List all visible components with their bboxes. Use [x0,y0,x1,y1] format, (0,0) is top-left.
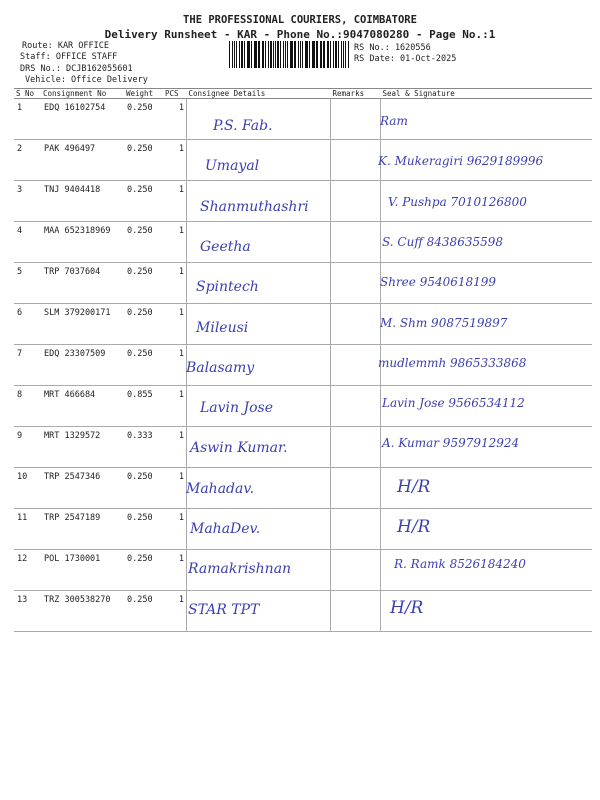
barcode-bar [341,41,342,68]
consignment-number: MRT 1329572 [41,427,124,468]
signature-handwritten: mudlemmh 9865333868 [378,355,527,370]
row-sno: 8 [14,386,41,427]
barcode-bar [298,41,299,68]
barcode-bar [239,41,240,68]
barcode-bar [328,41,329,68]
remarks-cell [331,222,381,263]
row-sno: 9 [14,427,41,468]
vehicle-label: Vehicle: Office Delivery [25,75,148,85]
barcode-bar [280,41,281,68]
consignee-handwritten: Balasamy [186,359,255,376]
col-remarks: Remarks [331,89,381,99]
barcode-bar [327,41,328,68]
consignee-handwritten: P.S. Fab. [213,118,273,134]
weight-value: 0.250 [124,468,163,509]
row-sno: 1 [14,99,41,140]
barcode-bar [248,41,249,68]
weight-value: 0.250 [124,99,163,140]
weight-value: 0.250 [124,140,163,181]
col-sno: S No [14,89,41,99]
col-consignment: Consignment No [41,89,124,99]
col-consignee: Consignee Details [187,89,331,99]
barcode-bar [316,41,317,68]
barcode-bar [291,41,292,68]
remarks-cell [331,345,381,386]
weight-value: 0.250 [124,263,163,304]
barcode-bar [335,41,337,68]
company-title: THE PROFESSIONAL COURIERS, COIMBATORE [183,14,417,26]
barcode-bar [338,41,339,68]
consignee-handwritten: Lavin Jose [200,400,274,417]
consignment-number: EDQ 16102754 [41,99,124,140]
remarks-cell [331,263,381,304]
barcode-bar [273,41,274,68]
signature-handwritten: V. Pushpa 7010126800 [388,194,527,209]
table-row [14,263,592,304]
consignee-handwritten: Ramakrishnan [188,561,292,578]
remarks-cell [331,509,381,550]
pcs-value: 1 [163,386,187,427]
runsheet-subtitle: Delivery Runsheet - KAR - Phone No.:9047080280 - Page No.:1 [104,28,496,41]
consignment-number: TRP 7037604 [41,263,124,304]
table-row [14,591,592,632]
consignee-handwritten: MahaDev. [190,521,261,537]
barcode-bar [270,41,271,68]
barcode-bar [275,41,276,68]
barcode-bar [244,41,245,68]
barcode-bar [330,41,331,68]
barcode-bar [309,41,310,68]
consignment-number: POL 1730001 [41,550,124,591]
consignment-number: EDQ 23307509 [41,345,124,386]
consignee-handwritten: STAR TPT [188,601,260,618]
remarks-cell [331,468,381,509]
col-signature: Seal & Signature [381,89,593,99]
remarks-cell [331,386,381,427]
pcs-value: 1 [163,345,187,386]
barcode-bar [247,41,248,68]
consignment-number: MRT 466684 [41,386,124,427]
row-sno: 13 [14,591,41,632]
barcode-bar [277,41,279,68]
signature-handwritten: S. Cuff 8438635598 [382,234,503,249]
barcode [229,41,350,68]
barcode-bar [283,41,284,68]
barcode-bar [268,41,269,68]
signature-handwritten: Lavin Jose 9566534112 [382,396,525,411]
pcs-value: 1 [163,509,187,550]
staff-label: Staff: OFFICE STAFF [20,52,118,62]
remarks-cell [331,304,381,345]
signature-handwritten: Shree 9540618199 [380,275,497,290]
consignee-handwritten: Mileusi [196,319,249,336]
signature-handwritten: M. Shm 9087519897 [380,315,508,330]
barcode-bar [320,41,321,68]
row-sno: 5 [14,263,41,304]
consignee-handwritten: Geetha [200,238,251,255]
barcode-bar [258,41,260,68]
barcode-bar [290,41,291,68]
pcs-value: 1 [163,181,187,222]
weight-value: 0.250 [124,550,163,591]
table-row [14,99,592,140]
barcode-bar [254,41,255,68]
barcode-bar [333,41,334,68]
remarks-cell [331,591,381,632]
pcs-value: 1 [163,222,187,263]
rs-date: RS Date: 01-Oct-2025 [354,54,457,64]
weight-value: 0.855 [124,386,163,427]
consignee-handwritten: Aswin Kumar. [190,440,288,457]
barcode-bar [287,41,288,68]
signature-handwritten: H/R [397,476,431,497]
consignee-handwritten: Umayal [205,158,260,175]
barcode-bar [255,41,256,68]
drs-number: DRS No.: DCJB162055601 [20,64,133,74]
barcode-bar [302,41,303,68]
signature-handwritten: R. Ramk 8526184240 [394,557,526,572]
weight-value: 0.250 [124,181,163,222]
weight-value: 0.333 [124,427,163,468]
pcs-value: 1 [163,591,187,632]
pcs-value: 1 [163,99,187,140]
barcode-bar [300,41,301,68]
weight-value: 0.250 [124,345,163,386]
barcode-bar [263,41,264,68]
weight-value: 0.250 [124,591,163,632]
col-weight: Weight [124,89,163,99]
remarks-cell [331,550,381,591]
route-label: Route: KAR OFFICE [22,41,109,51]
signature-handwritten: K. Mukeragiri 9629189996 [378,154,544,169]
pcs-value: 1 [163,468,187,509]
row-sno: 4 [14,222,41,263]
weight-value: 0.250 [124,222,163,263]
barcode-bar [345,41,346,68]
table-row [14,468,592,509]
barcode-bar [251,41,252,68]
remarks-cell [331,99,381,140]
barcode-bar [294,41,296,68]
barcode-bar [312,41,313,68]
remarks-cell [331,181,381,222]
row-sno: 3 [14,181,41,222]
consignee-handwritten: Spintech [196,279,259,296]
pcs-value: 1 [163,427,187,468]
rs-number: RS No.: 1620556 [354,43,431,53]
pcs-value: 1 [163,140,187,181]
barcode-bar [306,41,307,68]
table-row [14,222,592,263]
table-row [14,509,592,550]
consignment-number: PAK 496497 [41,140,124,181]
weight-value: 0.250 [124,509,163,550]
barcode-bar [262,41,263,68]
signature-handwritten: H/R [397,517,431,537]
barcode-bar [313,41,315,68]
row-sno: 2 [14,140,41,181]
barcode-bar [285,41,286,68]
row-sno: 7 [14,345,41,386]
row-sno: 10 [14,468,41,509]
barcode-bar [348,41,349,68]
remarks-cell [331,427,381,468]
consignee-handwritten: Mahadav. [186,480,255,497]
pcs-value: 1 [163,550,187,591]
consignment-number: MAA 652318969 [41,222,124,263]
barcode-bar [343,41,344,68]
row-sno: 12 [14,550,41,591]
consignment-number: TRP 2547346 [41,468,124,509]
barcode-bar [232,41,233,68]
barcode-bar [265,41,266,68]
col-pcs: PCS [163,89,187,99]
signature-handwritten: Ram [380,114,408,128]
pcs-value: 1 [163,304,187,345]
consignee-handwritten: Shanmuthashri [200,198,309,215]
row-sno: 11 [14,509,41,550]
consignment-number: TRP 2547189 [41,509,124,550]
signature-handwritten: A. Kumar 9597912924 [382,436,520,451]
barcode-bar [305,41,306,68]
consignment-number: SLM 379200171 [41,304,124,345]
barcode-bar [229,41,230,68]
weight-value: 0.250 [124,304,163,345]
consignment-number: TNJ 9404418 [41,181,124,222]
signature-handwritten: H/R [390,597,424,618]
row-sno: 6 [14,304,41,345]
remarks-cell [331,140,381,181]
signature-cell [381,99,593,140]
barcode-bar [236,41,237,68]
barcode-bar [241,41,243,68]
barcode-bar [234,41,235,68]
barcode-bar [323,41,324,68]
barcode-bar [321,41,322,68]
consignment-number: TRZ 300538270 [41,591,124,632]
pcs-value: 1 [163,263,187,304]
